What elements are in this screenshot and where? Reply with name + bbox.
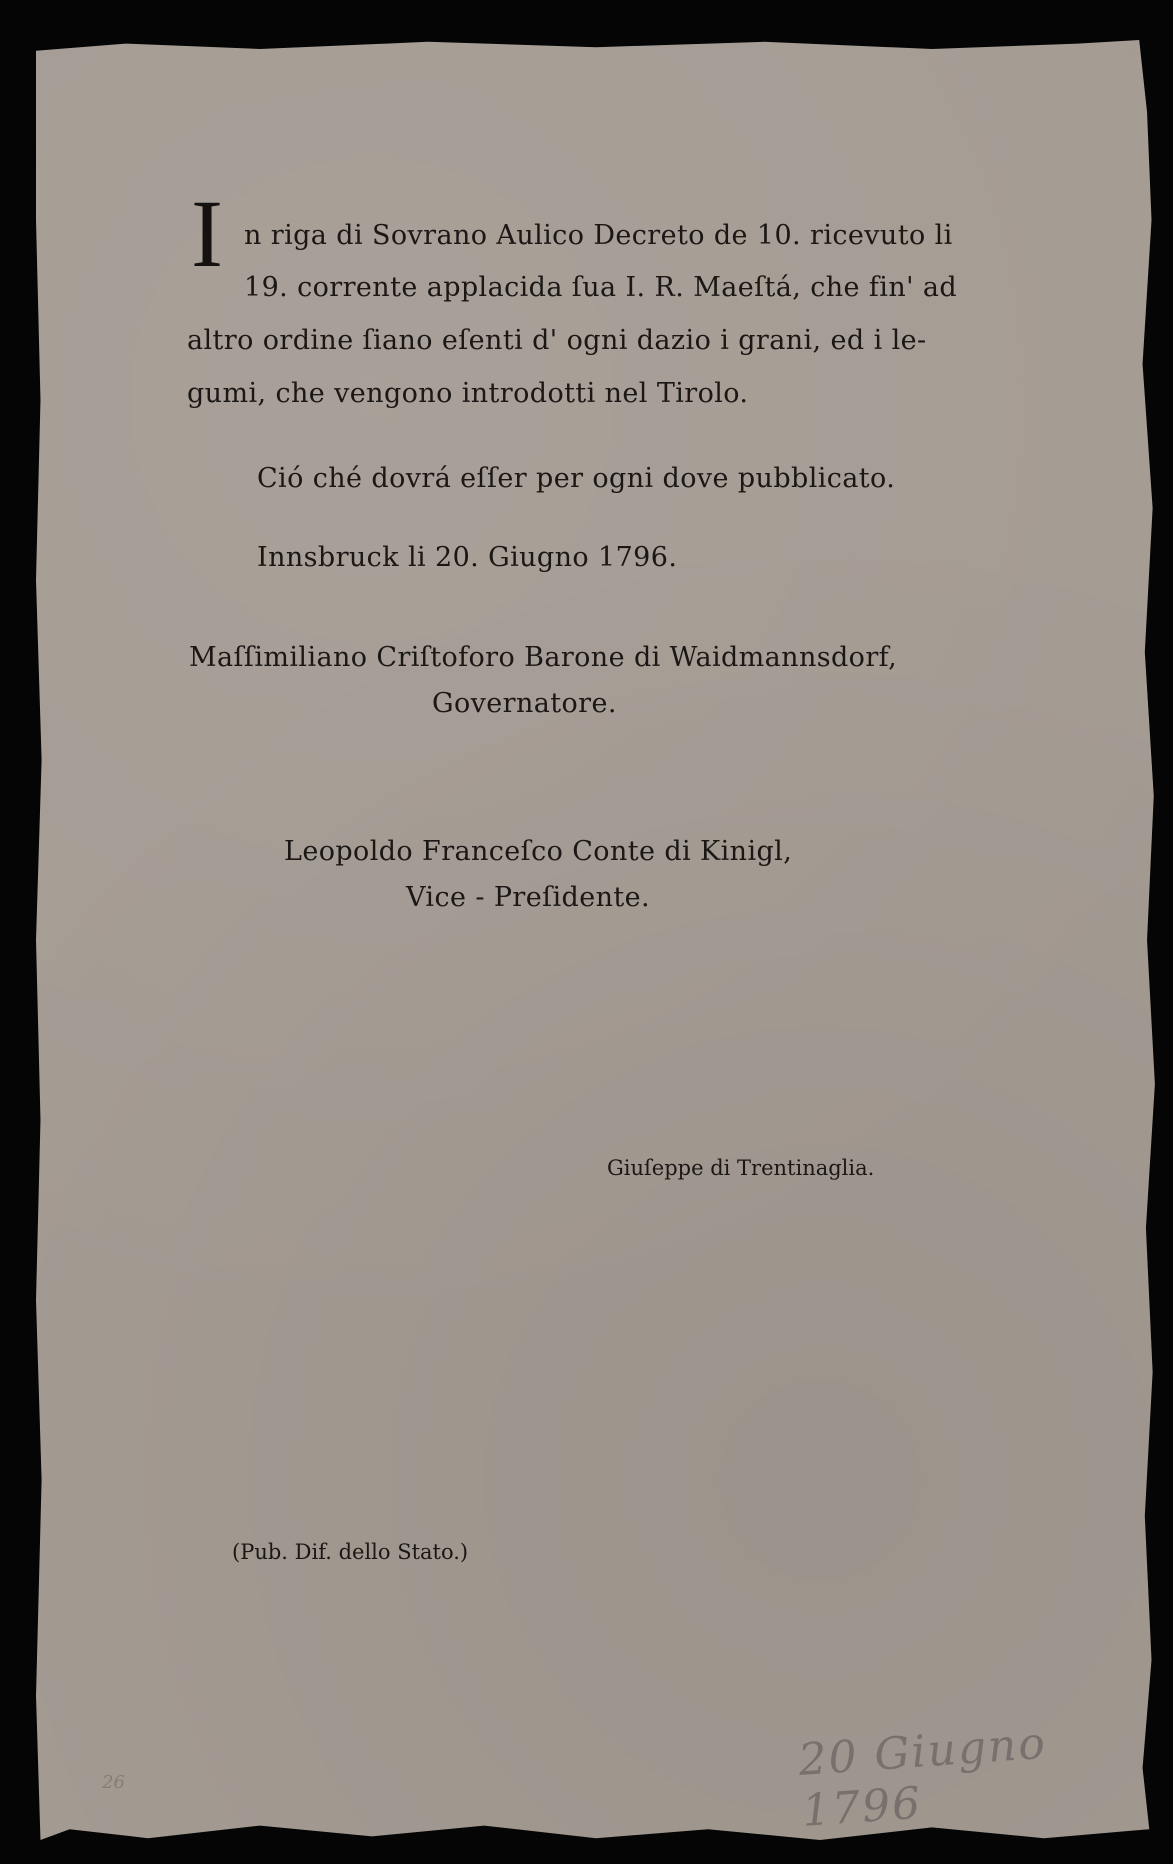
place-date: Innsbruck li 20. Giugno 1796. [257, 542, 678, 573]
signatory-vice-president-name: Leopoldo Franceſco Conte di Kinigl, [284, 836, 793, 867]
signatory-secretary: Giuſeppe di Trentinaglia. [607, 1156, 875, 1180]
paragraph-line-3: altro ordine ſiano eſenti d' ogni dazio i grani, ed i le- [187, 325, 927, 356]
page-number: 26 [102, 1772, 125, 1793]
signatory-vice-president-title: Vice - Preſidente. [406, 882, 650, 913]
paper-sheet [36, 40, 1156, 1840]
signatory-governor-title: Governatore. [432, 688, 617, 719]
paragraph-line-4: gumi, che vengono introdotti nel Tirolo. [187, 378, 749, 409]
footer-note: (Pub. Dif. dello Stato.) [232, 1540, 469, 1564]
handwritten-date: 20 Giugno 1796 [796, 1717, 1049, 1837]
signatory-governor-name: Maſſimiliano Criſtoforo Barone di Waidmannsdorf, [189, 642, 898, 673]
dropcap-letter: I [191, 180, 223, 287]
paragraph-line-2: 19. corrente applacida ſua I. R. Maeſtá, che fin' ad [244, 272, 958, 303]
paragraph-line-1: n riga di Sovrano Aulico Decreto de 10. ricevuto li [244, 220, 953, 251]
publication-line: Ció ché dovrá eſſer per ogni dove pubblicato. [257, 463, 896, 494]
